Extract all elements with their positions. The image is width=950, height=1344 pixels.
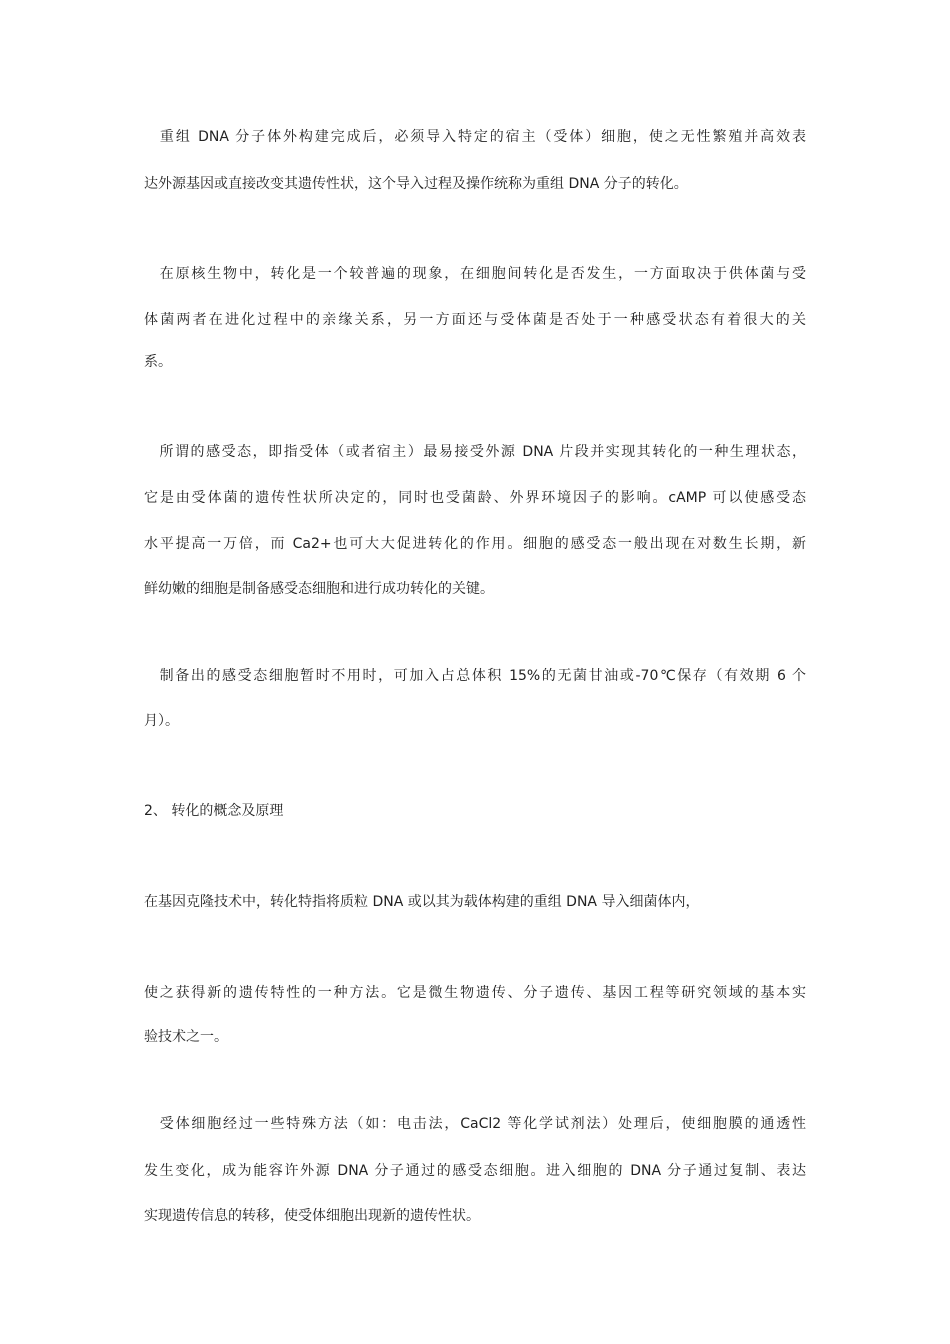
paragraph-6-line-1: 在基因克隆技术中，转化特指将质粒 DNA 或以其为载体构建的重组 DNA 导入细菌体内， xyxy=(144,894,700,910)
paragraph-7-line-2: 验技术之一。 xyxy=(144,1029,228,1045)
paragraph-4-line-2: 月）。 xyxy=(144,713,179,729)
paragraph-3-line-1: 所谓的感受态，即指受体（或者宿主）最易接受外源 DNA 片段并实现其转化的一种生理状态， xyxy=(144,444,806,460)
paragraph-1-line-2: 达外源基因或直接改变其遗传性状，这个导入过程及操作统称为重组 DNA 分子的转化。 xyxy=(144,176,688,192)
paragraph-8-line-1: 受体细胞经过一些特殊方法（如：电击法，CaCl2 等化学试剂法）处理后，使细胞膜的通透性 xyxy=(144,1116,806,1132)
paragraph-3-line-4: 鲜幼嫩的细胞是制备感受态细胞和进行成功转化的关键。 xyxy=(144,581,494,597)
paragraph-7-line-1: 使之获得新的遗传特性的一种方法。它是微生物遗传、分子遗传、基因工程等研究领域的基本实 xyxy=(144,985,806,1001)
paragraph-8-line-3: 实现遗传信息的转移，使受体细胞出现新的遗传性状。 xyxy=(144,1208,480,1224)
paragraph-2-line-2: 体菌两者在进化过程中的亲缘关系，另一方面还与受体菌是否处于一种感受状态有着很大的关 xyxy=(144,312,806,328)
section-heading: 2、 转化的概念及原理 xyxy=(144,803,284,819)
paragraph-8-line-2: 发生变化，成为能容许外源 DNA 分子通过的感受态细胞。进入细胞的 DNA 分子通过复制、表达 xyxy=(144,1163,806,1179)
paragraph-1-line-1: 重组 DNA 分子体外构建完成后，必须导入特定的宿主（受体）细胞，使之无性繁殖并高效表 xyxy=(144,129,806,145)
paragraph-3-line-2: 它是由受体菌的遗传性状所决定的，同时也受菌龄、外界环境因子的影响。cAMP 可以使感受态 xyxy=(144,490,806,506)
paragraph-3-line-3: 水平提高一万倍，而 Ca2+也可大大促进转化的作用。细胞的感受态一般出现在对数生长期，新 xyxy=(144,536,806,552)
paragraph-2-line-1: 在原核生物中，转化是一个较普遍的现象，在细胞间转化是否发生，一方面取决于供体菌与受 xyxy=(144,266,806,282)
paragraph-4-line-1: 制备出的感受态细胞暂时不用时，可加入占总体积 15%的无菌甘油或-70℃保存（有效期 6 个 xyxy=(144,668,806,684)
paragraph-2-line-3: 系。 xyxy=(144,354,172,370)
